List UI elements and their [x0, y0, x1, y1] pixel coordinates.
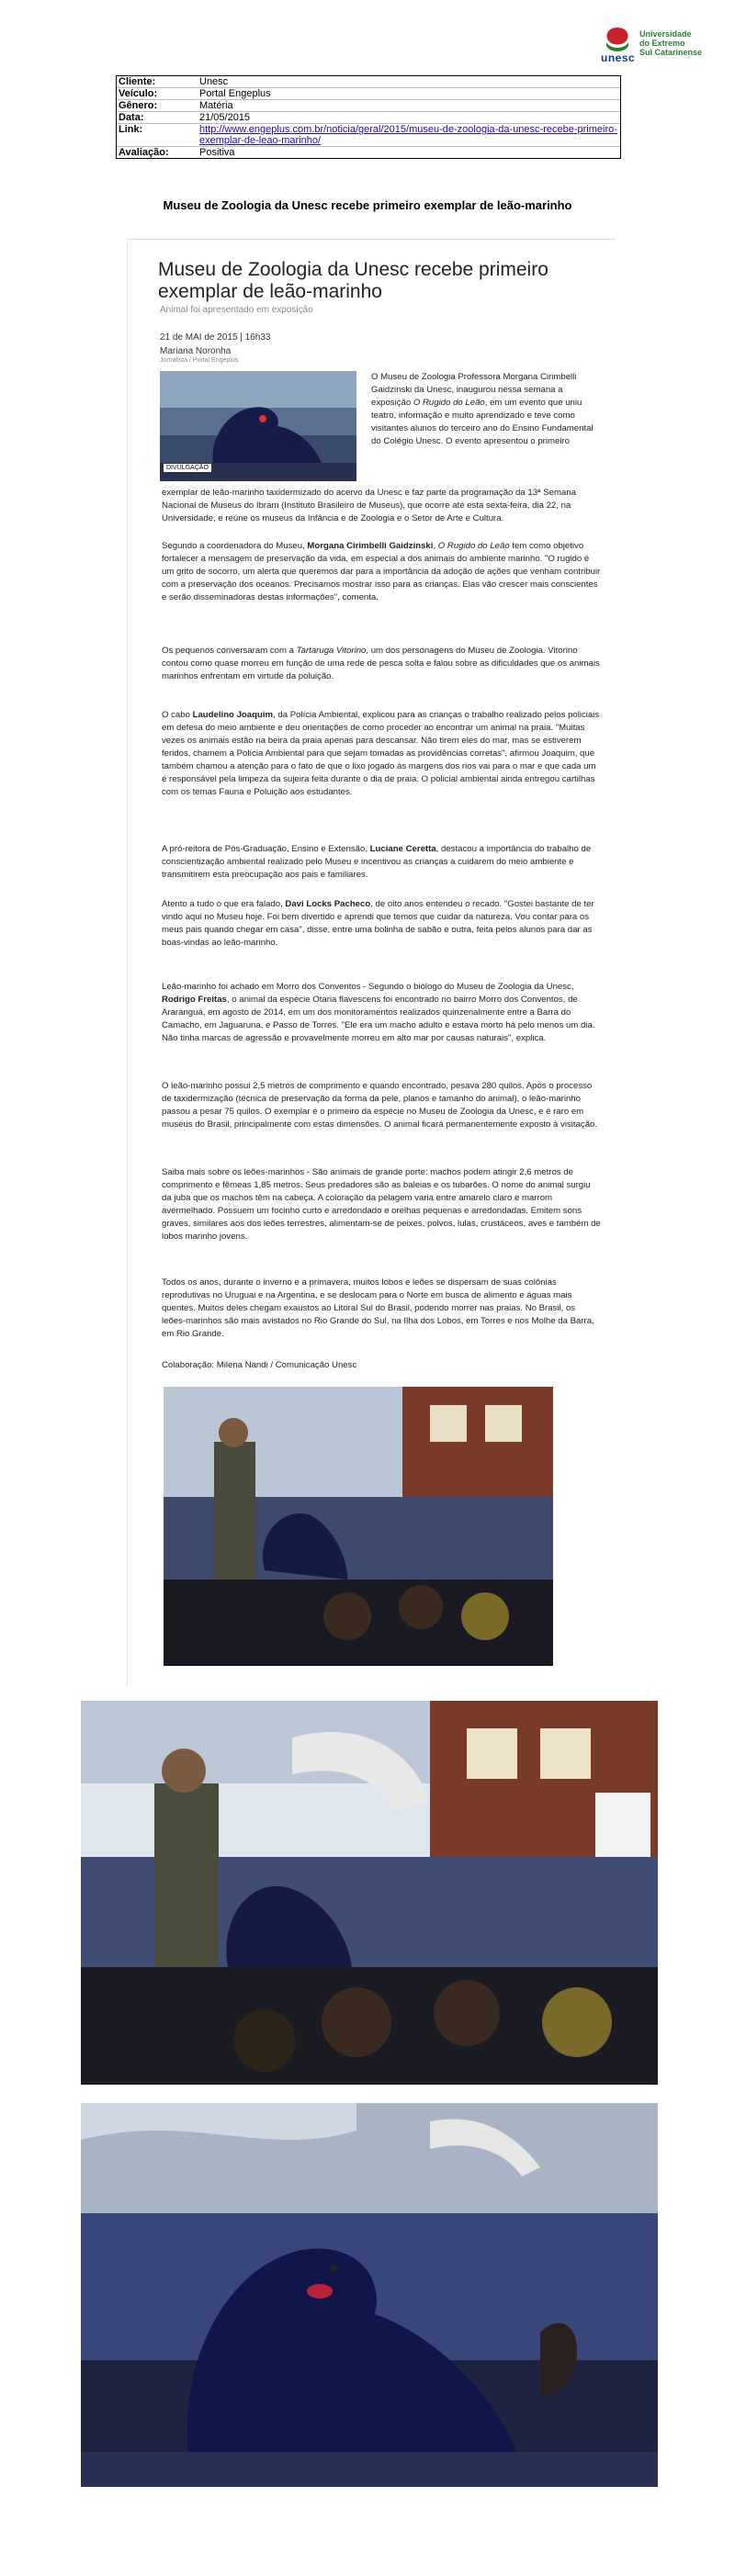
p4-bold: Laudelino Joaquim [192, 710, 274, 720]
lead-photo [160, 371, 356, 481]
p7-bold: Rodrigo Freitas [162, 995, 227, 1005]
info-row-cliente [117, 76, 620, 88]
article-paragraph-8: O leão-marinho possui 2,5 metros de comprimento e quando encontrado, pesava 280 quilos. Após o processo de taxidermização (técnica de preservação da forma da pele, planos e tamanho do animal), o leão-marinho passou a pesar 75 quilos. O exemplar é o primeiro da espécie no Museu de Zoologia da Unesc, e é raro em museus do Brasil, principalmente com estas dimensões. O animal ficará permanentemente exposto à visitação. [162, 1081, 598, 1130]
data-label: Data: [119, 112, 144, 123]
info-row-veiculo [117, 88, 620, 100]
p3-text-a: Os pequenos conversaram com a [162, 646, 297, 656]
logo-university-name [639, 29, 722, 57]
article-paragraph-5 [162, 843, 601, 882]
p2-text-e: tem como objetivo fortalecer a mensagem de preservação da vida, em especial a dos animais do ambiente marinho. "O rugido é um grito de socorro, um alerta que queremos dar para a importância da adoção de ações que venham contribuir com a preservação dos oceanos. Precisamos mostrar isso para as crianças. Elas vão crescer mais conscientes e serão disseminadoras destas informações", comenta. [162, 541, 601, 602]
p2-bold: Morgana Cirimbelli Gaidzinski [307, 541, 434, 551]
article-paragraph-1-cont: exemplar de leão-marinho taxidermizado do acervo da Unesc e faz parte da programação da 13ª Semana Nacional de Museus do Ibram (Instituto Brasileiro de Museus), que ocorre até esta sexta-feira, dia 22, na Universidade, e reúne os museus da Infância e de Zoologia e o Setor de Arte e Cultura. [162, 488, 576, 523]
page-title: Museu de Zoologia da Unesc recebe primeiro exemplar de leão-marinho [163, 198, 572, 212]
article-paragraph-10: Todos os anos, durante o inverno e a primavera, muitos lobos e leões se dispersam de suas colônias reprodutivas no Uruguai e na Argentina, e se deslocam para o Norte em busca de alimento e águas mais quentes. Muitos deles chegam exaustos ao Litoral Sul do Brasil, podendo morrer nas praias. No Brasil, os leões-marinhos são mais avistados no Rio Grande do Sul, na Ilha dos Lobos, em Torres e nos Molhe da Barra, em Rio Grande. [162, 1277, 594, 1339]
cliente-label: Cliente: [119, 76, 156, 87]
p4-text-c: , da Polícia Ambiental, explicou para as crianças o trabalho realizado pelos policiais em defesa do meio ambiente e deu orientações de como proceder ao encontrar um animal na praia. "Muitas vezes os animais estão na beira da praia apenas para descansar. Não tirem eles do mar, mas se estiverem feridos, chamem a Polícia Ambiental para que sejam tomadas as providências corretas", afirmou Joaquim, que também chamou a atenção para o fato de que o lixo jogado às margens dos rios vai para o mar e que cada um é responsável pela limpeza da sujeira feita durante o dia de praia. O policial ambiental ainda entregou cartilhas com os temas Fauna e Poluição aos estudantes. [162, 710, 600, 797]
info-row-link [117, 124, 620, 147]
article-paragraph-1-wrap [371, 371, 597, 448]
article-date: 21 de MAI de 2015 | 16h33 [160, 332, 271, 343]
p4-text-a: O cabo [162, 710, 193, 720]
p7-text-c: , o animal da espécie Otaria flavescens foi encontrado no bairro Morro dos Conventos, de Araranguá, em agosto de 2014, em um dos monitoramentos realizados quinzenalmente entre a Barra do Camacho, em Jaguaruna, e Passo de Torres. "Ele era um macho adulto e estava morto há pelo menos um dia. Não tinha marcas de agressão e provavelmente morreu em alto mar por causas naturais", explica. [162, 995, 595, 1043]
article-paragraph-3 [162, 645, 601, 683]
p5-text-a: A pró-reitora de Pós-Graduação, Ensino e Extensão, [162, 844, 370, 854]
p1-text-a: O Museu de Zoologia Professora Morgana Cirimbelli Gaidzinski da Unesc, inaugurou nessa semana a exposição [371, 372, 577, 408]
veiculo-label: Veículo: [119, 88, 158, 99]
article-subtitle: Animal foi apresentado em exposição [160, 305, 313, 315]
p7-text-a: Leão-marinho foi achado em Morro dos Conventos - Segundo o biólogo do Museu de Zoologia da Unesc, [162, 982, 574, 992]
logo-wordmark: unesc [601, 51, 636, 64]
article-divider [127, 241, 128, 1688]
article-paragraph-7 [162, 981, 601, 1045]
clipping-info-table [116, 75, 621, 159]
p6-bold: Davi Locks Pacheco [285, 899, 371, 909]
p5-bold: Luciane Ceretta [369, 844, 436, 854]
p2-italic: O Rugido do Leão [437, 541, 510, 551]
info-row-genero [117, 100, 620, 112]
article-headline: Museu de Zoologia da Unesc recebe primeiro exemplar de leão-marinho [158, 259, 548, 302]
p5-text-c: , destacou a importância do trabalho de conscientização ambiental realizado pelo Museu e incentivou as crianças a cuidarem do meio ambiente e transmitirem esta preocupação aos pais e familiares. [162, 844, 592, 880]
article-paragraph-6 [162, 898, 601, 950]
p1-italic: O Rugido do Leão [413, 398, 485, 408]
avaliacao-label: Avaliação: [119, 147, 169, 158]
article-link[interactable]: http://www.engeplus.com.br/noticia/geral/2015/museu-de-zoologia-da-unesc-recebe-primeiro-exemplar-de-leao-marinho/ [199, 124, 617, 146]
logo-line-2: do Extremo [639, 39, 685, 48]
p6-text-c: , de oito anos entendeu o recado. "Gostei bastante de ter vindo aqui no Museu hoje. Foi bem divertido e aprendi que temos que cuidar da natureza. Vou contar para os meus pais quando chegar em casa", disse, entre uma bolinha de sabão e outra, feita pelos alunos para dar as boas-vindas ao leão-marinho. [162, 899, 594, 948]
link-label: Link: [119, 124, 143, 135]
article-paragraph-4 [162, 709, 601, 799]
sea-lion-photo-large-image [81, 2103, 658, 2487]
genero-label: Gênero: [119, 100, 158, 111]
p3-text-c: , um dos personagens do Museu de Zoologia. Vitorino contou como quase morreu em função de uma rede de pesca solta e falou sobre as dificuldades que os animais marinhos enfrentam em virtude da poluição. [162, 646, 600, 681]
p6-text-a: Atento a tudo o que era falado, [162, 899, 286, 909]
genero-value: Matéria [199, 100, 233, 111]
p1-text-c: , em um evento que uniu teatro, informação e muito aprendizado e teve como visitantes alunos do terceiro ano do Ensino Fundamental do Colégio Unesc. O evento apresentou o primeiro [371, 398, 594, 446]
avaliacao-value: Positiva [199, 147, 235, 158]
veiculo-value: Portal Engeplus [199, 88, 271, 99]
info-row-avaliacao [117, 147, 620, 158]
article-credit: Colaboração: Milena Nandi / Comunicação Unesc [162, 1360, 357, 1370]
exhibit-photo-small [164, 1387, 553, 1666]
article-paragraph-9: Saiba mais sobre os leões-marinhos - São animais de grande porte: machos podem atingir 2,6 metros de comprimento e fêmeas 1,85 metros. Seus predadores são as baleias e os tubarões. O nome do animal surgiu da juba que os machos têm na cabeça. A coloração da pelagem varia entre amarelo claro e marrom avermelhado. Possuem um focinho curto e arredondado e orelhas pequenas e arredondadas. Emitem sons graves, similares aos dos leões terrestres, alimentam-se de peixes, polvos, lulas, crustáceos, aves e também de lobos marinho jovens. [162, 1167, 601, 1242]
p3-italic: Tartaruga Vitorino [296, 646, 367, 656]
cliente-value: Unesc [199, 76, 229, 87]
article-paragraph-2 [162, 540, 601, 604]
article-author: Mariana Noronha [160, 346, 232, 356]
logo-line-3: Sul Catarinense [639, 48, 703, 57]
p2-text-c: , [433, 541, 438, 551]
article-author-role: Jornalista / Portal Engeplus [160, 357, 239, 364]
logo-line-1: Universidade [639, 29, 692, 39]
p2-text-a: Segundo a coordenadora do Museu, [162, 541, 308, 551]
exhibit-photo-large [81, 1701, 658, 2085]
data-value: 21/05/2015 [199, 112, 251, 123]
unesc-logo [599, 24, 718, 64]
photo-credit-tag: DIVULGAÇÃO [164, 464, 211, 472]
exhibit-photo-large-image [81, 1701, 658, 2085]
info-row-data [117, 112, 620, 124]
sea-lion-photo-large [81, 2103, 658, 2487]
article-photo-exhibit [164, 1387, 553, 1666]
